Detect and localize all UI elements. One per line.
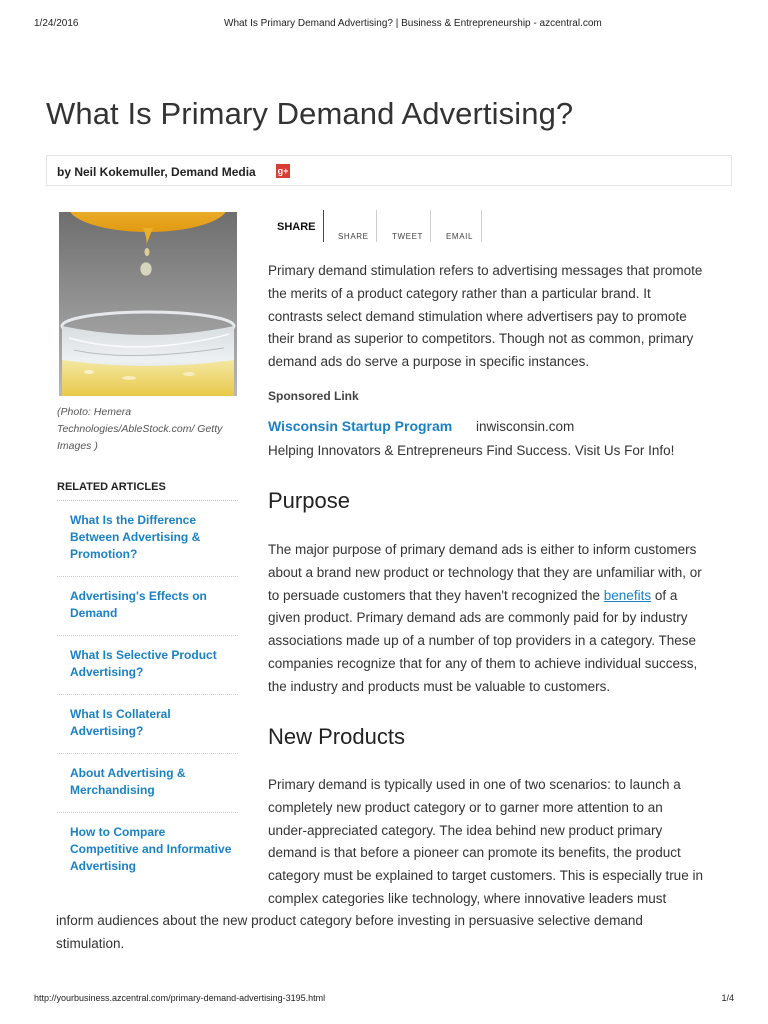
- print-page-title: What Is Primary Demand Advertising? | Business & Entrepreneurship - azcentral.com: [224, 18, 602, 29]
- article-title: What Is Primary Demand Advertising?: [46, 96, 574, 131]
- tweet-button[interactable]: TWEET: [392, 232, 423, 241]
- share-button[interactable]: SHARE: [338, 232, 369, 241]
- print-header: [34, 18, 734, 32]
- lemon-drop-illustration: [59, 212, 237, 396]
- article-photo: [59, 212, 237, 396]
- section-heading-new-products: New Products: [268, 724, 405, 749]
- purpose-paragraph: The major purpose of primary demand ads is either to inform customers about a brand new product or technology that they are unfamiliar with, or to persuade customers that they haven't recognized the benefits of a given product. Primary demand ads are commonly paid for by industry associations made up of a number of top providers in a category. These companies recognize that for any of them to achieve individual success, the industry and products must be valuable to customers.: [268, 542, 702, 694]
- related-article-link[interactable]: Advertising's Effects on Demand: [70, 589, 207, 620]
- intro-paragraph: Primary demand stimulation refers to advertising messages that promote the merits of a product category rather than a particular brand. It contrasts select demand stimulation where advertisers pay to promote their brand as superior to competitors. Though not as common, primary demand ads do serve a purpose in specific instances.: [268, 263, 703, 370]
- google-plus-icon[interactable]: g+: [277, 166, 289, 176]
- sponsored-link[interactable]: Wisconsin Startup Program: [268, 418, 453, 434]
- related-divider: [57, 694, 238, 695]
- share-divider: [376, 210, 377, 242]
- related-articles-heading: RELATED ARTICLES: [57, 481, 166, 493]
- share-label: SHARE: [277, 221, 316, 233]
- print-url: http://yourbusiness.azcentral.com/primary-demand-advertising-3195.html: [34, 993, 326, 1003]
- related-divider: [57, 500, 238, 501]
- related-article-link[interactable]: About Advertising & Merchandising: [70, 766, 186, 797]
- related-divider: [57, 576, 238, 577]
- related-divider: [57, 635, 238, 636]
- share-divider: [430, 210, 431, 242]
- share-divider: [481, 210, 482, 242]
- share-divider: [323, 210, 324, 242]
- related-article-link[interactable]: What Is Collateral Advertising?: [70, 707, 171, 738]
- photo-credit: (Photo: Hemera Technologies/AbleStock.com/ Getty Images ): [57, 406, 223, 452]
- section-heading-purpose: Purpose: [268, 488, 350, 513]
- related-divider: [57, 753, 238, 754]
- related-divider: [57, 812, 238, 813]
- print-page-number: 1/4: [721, 993, 734, 1003]
- email-button[interactable]: EMAIL: [446, 232, 474, 241]
- byline-bar: [46, 155, 732, 186]
- new-products-paragraph: Primary demand is typically used in one of two scenarios: to launch a completely new product category or to garner more attention to an under-appreciated category. The idea behind new product primary demand is that before a pioneer can promote its benefits, the product category must be explained to target customers. This is especially true in complex categories like technology, where innovative leaders must: [268, 777, 703, 906]
- byline: by Neil Kokemuller, Demand Media: [57, 165, 256, 179]
- sponsored-description: Helping Innovators & Entrepreneurs Find Success. Visit Us For Info!: [268, 443, 675, 458]
- print-date: 1/24/2016: [34, 18, 79, 29]
- related-article-link[interactable]: How to Compare Competitive and Informative Advertising: [70, 825, 232, 873]
- related-article-link[interactable]: What Is Selective Product Advertising?: [70, 648, 217, 679]
- benefits-link[interactable]: benefits: [603, 587, 652, 603]
- new-products-paragraph-continued: inform audiences about the new product category before investing in persuasive selective demand stimulation.: [56, 913, 643, 951]
- print-footer: [34, 993, 734, 1007]
- sponsored-label: Sponsored Link: [268, 389, 359, 403]
- related-article-link[interactable]: What Is the Difference Between Advertising & Promotion?: [70, 513, 201, 561]
- share-bar: [268, 210, 488, 242]
- sponsored-domain[interactable]: inwisconsin.com: [476, 419, 575, 434]
